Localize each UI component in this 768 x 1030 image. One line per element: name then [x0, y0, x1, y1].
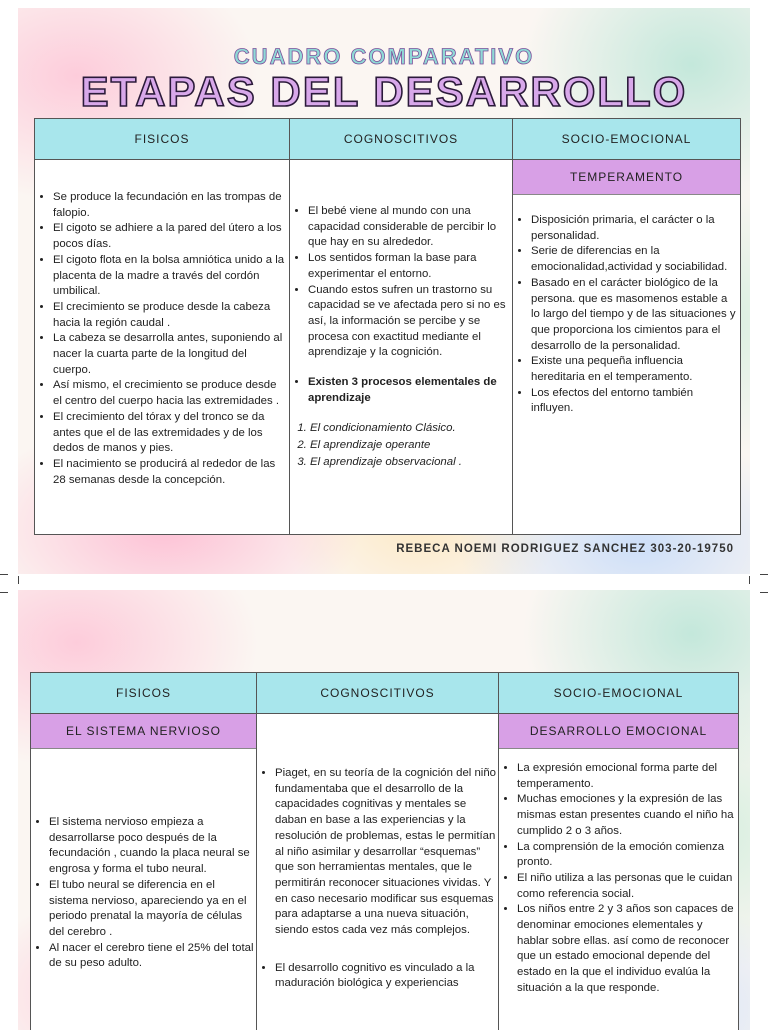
list-item: • La comprensión de la emoción comienza pronto. [517, 840, 736, 871]
list-item: • Cuando estos sufren un trastorno su capacidad se ve afectada pero si no es así, la información se percibe y se procesa con exactitud mediante el aprendizaje y la cognición. [308, 283, 510, 362]
list-item: 2. El aprendizaje operante [310, 437, 512, 454]
list-item: 3. El aprendizaje observacional . [310, 454, 512, 471]
comparison-table-page2 [30, 672, 739, 1030]
list-item: • Así mismo, el crecimiento se produce desde el centro del cuerpo hacia las extremidades . [53, 378, 287, 409]
list-item: • El crecimiento del tórax y del tronco se da antes que el de las extremidades y de los dedos de manos y pies. [53, 410, 287, 457]
crop-mark [760, 574, 768, 575]
socio-list [499, 761, 738, 997]
cognoscitivos-cell [257, 714, 499, 1030]
fisicos-list [31, 815, 256, 972]
header-socio-emocional: SOCIO-EMOCIONAL [513, 119, 741, 160]
list-item: • El cigoto se adhiere a la pared del útero a los pocos días. [53, 221, 287, 252]
list-item: • Los efectos del entorno también influyen. [531, 386, 738, 417]
list-item: • Los niños entre 2 y 3 años son capaces de denominar emociones elementales y hablar sobre ellas. así como de reconocer que un estado emocional depende del estado en la que el individuo evalúa la situación a la que responde. [517, 902, 736, 996]
fisicos-cell [31, 714, 257, 1030]
crop-mark [0, 574, 8, 575]
page-two [18, 590, 750, 1030]
header-socio-emocional: SOCIO-EMOCIONAL [499, 673, 739, 714]
page-one [18, 8, 750, 574]
header-cognoscitivos: COGNOSCITIVOS [290, 119, 513, 160]
socio-list [513, 213, 740, 417]
list-item: • Serie de diferencias en la emocionalidad,actividad y sociabilidad. [531, 244, 738, 275]
list-item: • El nacimiento se producirá al rededor de las 28 semanas desde la concepción. [53, 457, 287, 488]
list-item: • El niño utiliza a las personas que le cuidan como referencia social. [517, 871, 736, 902]
procesos-list [290, 420, 512, 471]
list-item: • El bebé viene al mundo con una capacidad considerable de percibir lo que hay en su alrededor. [308, 204, 510, 251]
desarrollo-emocional-subheader: DESARROLLO EMOCIONAL [499, 714, 738, 749]
socio-cell [513, 160, 741, 535]
crop-mark [749, 576, 750, 584]
list-item: • La cabeza se desarrolla antes, suponiendo al nacer la cuarta parte de la longitud del cuerpo. [53, 331, 287, 378]
comparison-table-page1 [34, 118, 741, 535]
crop-mark [18, 576, 19, 584]
list-item: • Basado en el carácter biológico de la persona. que es masomenos estable a lo largo del tiempo y de las situaciones y que proporciona los cimientos para el desarrollo de la personalidad. [531, 276, 738, 355]
fisicos-list [35, 190, 289, 488]
list-item: • El desarrollo cognitivo es vinculado a la maduración biológica y experiencias [275, 961, 496, 992]
list-item: • Al nacer el cerebro tiene el 25% del total de su peso adulto. [49, 941, 254, 972]
page-title: ETAPAS DEL DESARROLLO [18, 68, 750, 116]
page-subtitle: CUADRO COMPARATIVO [18, 44, 750, 70]
list-item: • Los sentidos forman la base para experimentar el entorno. [308, 251, 510, 282]
list-item: • Piaget, en su teoría de la cognición del niño fundamentaba que el desarrollo de la capacidades cognitivas y mentales se daban en base a las experiencias y la resolución de problemas, estas le permitían al niño asimilar y desarrollar “esquemas” que son herramientas mentales, que le permitirán reconocer situaciones vividas. Y en caso necesario modificar sus esquemas para adaptarse a una nueva situación, siendo estos cada vez más complejos. [275, 766, 496, 939]
procesos-heading-list [290, 375, 512, 406]
temperamento-subheader: TEMPERAMENTO [513, 160, 740, 195]
header-cognoscitivos: COGNOSCITIVOS [257, 673, 499, 714]
cognoscitivos-list [257, 766, 498, 992]
list-item: 1. El condicionamiento Clásico. [310, 420, 512, 437]
list-item: • El sistema nervioso empieza a desarrollarse poco después de la fecundación , cuando la placa neural se engrosa y forma el tubo neural. [49, 815, 254, 878]
crop-mark [0, 592, 8, 593]
author-footer: REBECA NOEMI RODRIGUEZ SANCHEZ 303-20-19750 [396, 543, 734, 555]
list-item: • Existe una pequeña influencia hereditaria en el temperamento. [531, 354, 738, 385]
header-fisicos: FISICOS [31, 673, 257, 714]
cognoscitivos-list [290, 204, 512, 361]
procesos-heading: • Existen 3 procesos elementales de aprendizaje [308, 375, 508, 406]
header-fisicos: FISICOS [35, 119, 290, 160]
list-item: • Disposición primaria, el carácter o la personalidad. [531, 213, 738, 244]
list-item: • Se produce la fecundación en las trompas de falopio. [53, 190, 287, 221]
list-item: • El cigoto flota en la bolsa amniótica unido a la placenta de la madre a través del cordón umbilical. [53, 253, 287, 300]
fisicos-cell [35, 160, 290, 535]
crop-mark [760, 592, 768, 593]
socio-cell [499, 714, 739, 1030]
list-item: • El crecimiento se produce desde la cabeza hacia la región caudal . [53, 300, 287, 331]
sistema-nervioso-subheader: EL SISTEMA NERVIOSO [31, 714, 256, 749]
list-item: • El tubo neural se diferencia en el sistema nervioso, apareciendo ya en el periodo prenatal la mayoría de células del cerebro . [49, 878, 254, 941]
cognoscitivos-cell [290, 160, 513, 535]
list-item: • Muchas emociones y la expresión de las mismas estan presentes cuando el niño ha cumplido 2 o 3 años. [517, 792, 736, 839]
list-item: • La expresión emocional forma parte del temperamento. [517, 761, 736, 792]
